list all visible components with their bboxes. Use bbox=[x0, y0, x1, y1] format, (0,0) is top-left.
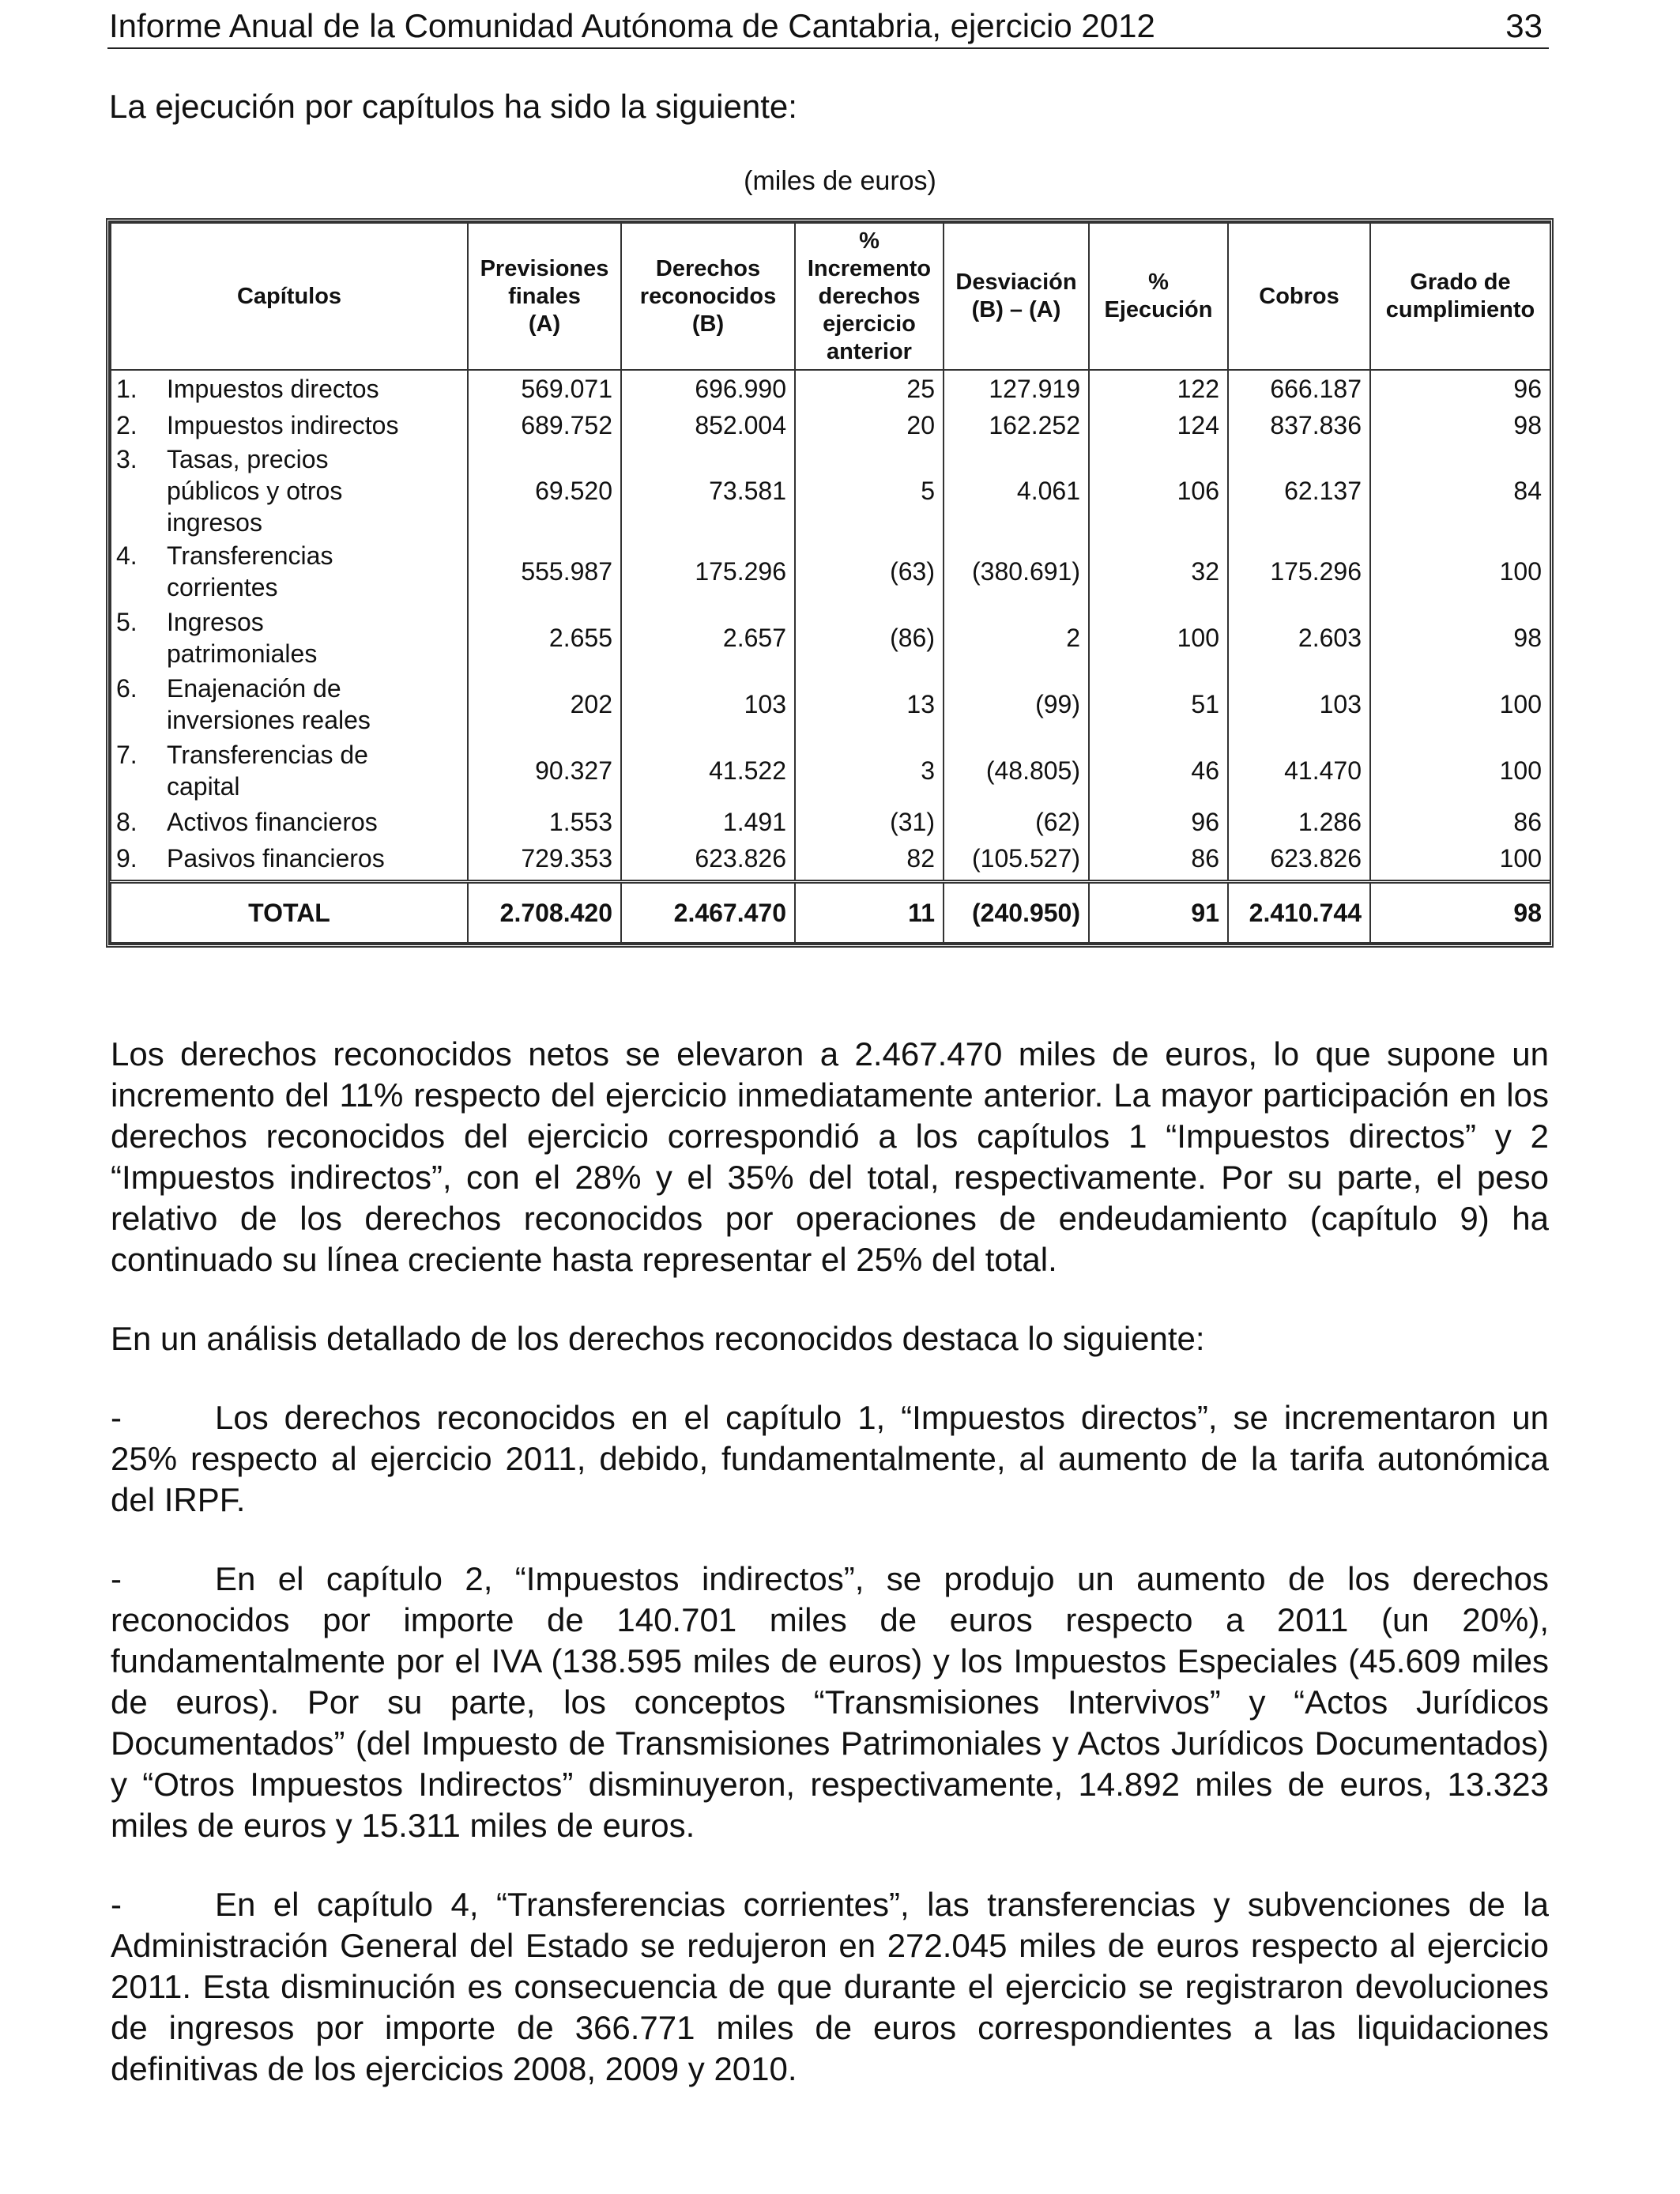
cell-previsiones: 555.987 bbox=[468, 538, 621, 605]
cell-ejecucion: 100 bbox=[1089, 605, 1228, 671]
cell-cobros: 175.296 bbox=[1228, 538, 1370, 605]
cell-derechos: 175.296 bbox=[621, 538, 795, 605]
bullet-paragraph bbox=[111, 1884, 1549, 2090]
row-chapter bbox=[111, 671, 468, 737]
chapter-number: 5. bbox=[116, 608, 137, 636]
cell-previsiones: 689.752 bbox=[468, 407, 621, 443]
header-line: (B) – (A) bbox=[971, 297, 1061, 322]
cell-incremento: 20 bbox=[795, 407, 944, 443]
header-line: Desviación bbox=[955, 270, 1077, 295]
row-chapter bbox=[111, 443, 468, 538]
cell-desviacion: (105.527) bbox=[944, 840, 1089, 882]
header-line: reconocidos bbox=[639, 283, 777, 309]
page-header bbox=[107, 6, 1549, 49]
bullet-dash: - bbox=[111, 1399, 122, 1436]
bullet-text: En el capítulo 4, “Transferencias corrientes”, las transferencias y subvenciones de la Administración General del Estado se redujeron en 272.045 miles de euros respecto al ejercicio 2011. Esta disminución es consecuencia de que durante el ejercicio se registraron devoluciones de ingresos por importe de 366.771 miles de euros correspondientes a las liquidaciones definitivas de los ejercicios 2008, 2009 y 2010. bbox=[111, 1886, 1549, 2087]
col-ejecucion bbox=[1089, 223, 1228, 370]
cell-ejecucion: 46 bbox=[1089, 737, 1228, 804]
cell-derechos: 623.826 bbox=[621, 840, 795, 882]
row-chapter bbox=[111, 538, 468, 605]
table-row bbox=[111, 370, 1550, 407]
total-desviacion: (240.950) bbox=[944, 882, 1089, 944]
table-total-row bbox=[111, 882, 1550, 944]
header-line: % bbox=[1148, 270, 1169, 295]
cell-incremento: 13 bbox=[795, 671, 944, 737]
chapter-number: 8. bbox=[116, 808, 137, 836]
cell-derechos: 73.581 bbox=[621, 443, 795, 538]
col-derechos bbox=[621, 223, 795, 370]
header-line: Incremento bbox=[807, 255, 932, 281]
cell-incremento: 25 bbox=[795, 370, 944, 407]
col-incremento bbox=[795, 223, 944, 370]
cell-previsiones: 90.327 bbox=[468, 737, 621, 804]
chapter-name: Impuestos indirectos bbox=[167, 411, 399, 439]
chapter-name-line: inversiones reales bbox=[167, 706, 371, 734]
table-row bbox=[111, 605, 1550, 671]
chapter-name-line: Transferencias de bbox=[167, 741, 368, 769]
cell-desviacion: (380.691) bbox=[944, 538, 1089, 605]
row-chapter bbox=[111, 840, 468, 882]
col-cobros: Cobros bbox=[1228, 223, 1370, 370]
cell-cobros: 666.187 bbox=[1228, 370, 1370, 407]
cell-grado: 100 bbox=[1370, 538, 1550, 605]
cell-incremento: 3 bbox=[795, 737, 944, 804]
header-line: anterior bbox=[827, 338, 912, 364]
chapter-name bbox=[167, 673, 371, 736]
chapter-name-line: públicos y otros bbox=[167, 477, 343, 505]
cell-cobros: 41.470 bbox=[1228, 737, 1370, 804]
total-derechos: 2.467.470 bbox=[621, 882, 795, 944]
cell-previsiones: 1.553 bbox=[468, 804, 621, 840]
bullet-paragraph bbox=[111, 1397, 1549, 1521]
cell-desviacion: (99) bbox=[944, 671, 1089, 737]
chapter-number: 3. bbox=[116, 445, 137, 473]
bullet-dash: - bbox=[111, 1886, 122, 1923]
table-row bbox=[111, 407, 1550, 443]
header-line: derechos bbox=[818, 283, 921, 309]
chapter-name: Pasivos financieros bbox=[167, 844, 385, 873]
cell-grado: 84 bbox=[1370, 443, 1550, 538]
table-row bbox=[111, 804, 1550, 840]
cell-ejecucion: 106 bbox=[1089, 443, 1228, 538]
cell-grado: 100 bbox=[1370, 737, 1550, 804]
cell-derechos: 1.491 bbox=[621, 804, 795, 840]
total-ejecucion: 91 bbox=[1089, 882, 1228, 944]
cell-derechos: 41.522 bbox=[621, 737, 795, 804]
cell-desviacion: 4.061 bbox=[944, 443, 1089, 538]
chapter-number: 2. bbox=[116, 411, 137, 439]
chapter-number: 1. bbox=[116, 375, 137, 403]
total-label: TOTAL bbox=[111, 882, 468, 944]
row-chapter bbox=[111, 605, 468, 671]
chapter-name: Impuestos directos bbox=[167, 375, 379, 403]
chapter-name-line: patrimoniales bbox=[167, 639, 318, 668]
cell-cobros: 623.826 bbox=[1228, 840, 1370, 882]
cell-ejecucion: 51 bbox=[1089, 671, 1228, 737]
intro-text: La ejecución por capítulos ha sido la siguiente: bbox=[109, 88, 797, 125]
chapter-name bbox=[167, 443, 342, 538]
table-header-row bbox=[111, 223, 1550, 370]
total-grado: 98 bbox=[1370, 882, 1550, 944]
header-line: % bbox=[859, 228, 880, 254]
col-desviacion bbox=[944, 223, 1089, 370]
chapter-number: 9. bbox=[116, 844, 137, 873]
cell-ejecucion: 32 bbox=[1089, 538, 1228, 605]
page-number: 33 bbox=[1505, 7, 1543, 44]
cell-derechos: 696.990 bbox=[621, 370, 795, 407]
cell-cobros: 103 bbox=[1228, 671, 1370, 737]
cell-cobros: 1.286 bbox=[1228, 804, 1370, 840]
chapter-name-line: Tasas, precios bbox=[167, 445, 329, 473]
cell-ejecucion: 86 bbox=[1089, 840, 1228, 882]
cell-ejecucion: 96 bbox=[1089, 804, 1228, 840]
chapter-name: Activos financieros bbox=[167, 808, 378, 836]
header-line: Previsiones bbox=[480, 255, 609, 281]
chapter-name bbox=[167, 739, 368, 802]
cell-desviacion: (62) bbox=[944, 804, 1089, 840]
cell-grado: 96 bbox=[1370, 370, 1550, 407]
bullet-paragraph bbox=[111, 1559, 1549, 1846]
cell-incremento: 82 bbox=[795, 840, 944, 882]
header-line: Ejecución bbox=[1104, 297, 1213, 322]
row-chapter bbox=[111, 370, 468, 407]
chapter-number: 4. bbox=[116, 541, 137, 570]
chapter-name-line: corrientes bbox=[167, 573, 278, 601]
cell-cobros: 2.603 bbox=[1228, 605, 1370, 671]
bullet-text: En el capítulo 2, “Impuestos indirectos”, se produjo un aumento de los derechos reconocidos por importe de 140.701 miles de euros respecto a 2011 (un 20%), fundamentalmente por el IVA (138.595 miles de euros) y los Impuestos Especiales (45.609 miles de euros). Por su parte, los conceptos “Transmisiones Intervivos” y “Actos Jurídicos Documentados” (del Impuesto de Transmisiones Patrimoniales y Actos Jurídicos Documentados) y “Otros Impuestos Indirectos” disminuyeron, respectivamente, 14.892 miles de euros, 13.323 miles de euros y 15.311 miles de euros. bbox=[111, 1560, 1549, 1844]
cell-incremento: (86) bbox=[795, 605, 944, 671]
cell-incremento: (63) bbox=[795, 538, 944, 605]
chapter-name bbox=[167, 540, 333, 603]
cell-previsiones: 2.655 bbox=[468, 605, 621, 671]
header-line: Grado de bbox=[1410, 270, 1511, 295]
cell-desviacion: 2 bbox=[944, 605, 1089, 671]
cell-grado: 100 bbox=[1370, 840, 1550, 882]
cell-desviacion: 127.919 bbox=[944, 370, 1089, 407]
cell-cobros: 837.836 bbox=[1228, 407, 1370, 443]
table-row bbox=[111, 443, 1550, 538]
chapter-name-line: Ingresos bbox=[167, 608, 264, 636]
total-previsiones: 2.708.420 bbox=[468, 882, 621, 944]
cell-incremento: (31) bbox=[795, 804, 944, 840]
header-line: cumplimiento bbox=[1385, 297, 1535, 322]
table-unit-caption: (miles de euros) bbox=[744, 166, 936, 196]
cell-ejecucion: 124 bbox=[1089, 407, 1228, 443]
total-incremento: 11 bbox=[795, 882, 944, 944]
cell-cobros: 62.137 bbox=[1228, 443, 1370, 538]
header-line: (A) bbox=[528, 311, 561, 337]
chapter-name bbox=[167, 606, 317, 669]
table-row bbox=[111, 671, 1550, 737]
table-row bbox=[111, 538, 1550, 605]
col-capitulos: Capítulos bbox=[111, 223, 468, 370]
total-cobros: 2.410.744 bbox=[1228, 882, 1370, 944]
cell-grado: 98 bbox=[1370, 407, 1550, 443]
row-chapter bbox=[111, 737, 468, 804]
chapter-name-line: Transferencias bbox=[167, 541, 333, 570]
chapter-name-line: capital bbox=[167, 772, 240, 801]
cell-previsiones: 569.071 bbox=[468, 370, 621, 407]
cell-grado: 86 bbox=[1370, 804, 1550, 840]
cell-grado: 100 bbox=[1370, 671, 1550, 737]
header-line: ejercicio bbox=[823, 311, 916, 337]
report-title: Informe Anual de la Comunidad Autónoma de Cantabria, ejercicio 2012 bbox=[109, 7, 1155, 44]
bullet-dash: - bbox=[111, 1560, 122, 1597]
cell-incremento: 5 bbox=[795, 443, 944, 538]
cell-previsiones: 69.520 bbox=[468, 443, 621, 538]
cell-desviacion: 162.252 bbox=[944, 407, 1089, 443]
execution-table bbox=[110, 222, 1551, 944]
cell-derechos: 103 bbox=[621, 671, 795, 737]
table-row bbox=[111, 737, 1550, 804]
header-line: finales bbox=[508, 283, 581, 309]
col-previsiones bbox=[468, 223, 621, 370]
header-line: (B) bbox=[691, 311, 725, 337]
col-grado bbox=[1370, 223, 1550, 370]
chapter-name-line: Enajenación de bbox=[167, 674, 341, 703]
cell-derechos: 852.004 bbox=[621, 407, 795, 443]
chapter-number: 7. bbox=[116, 741, 137, 769]
chapter-number: 6. bbox=[116, 674, 137, 703]
chapter-name-line: ingresos bbox=[167, 508, 262, 537]
cell-previsiones: 202 bbox=[468, 671, 621, 737]
header-line: Derechos bbox=[655, 255, 761, 281]
cell-derechos: 2.657 bbox=[621, 605, 795, 671]
paragraph: Los derechos reconocidos netos se elevaron a 2.467.470 miles de euros, lo que supone un incremento del 11% respecto del ejercicio inmediatamente anterior. La mayor participación en los derechos reconocidos del ejercicio correspondió a los capítulos 1 “Impuestos directos” y 2 “Impuestos indirectos”, con el 28% y el 35% del total, respectivamente. Por su parte, el peso relativo de los derechos reconocidos por operaciones de endeudamiento (capítulo 9) ha continuado su línea creciente hasta representar el 25% del total. bbox=[111, 1035, 1549, 1278]
cell-ejecucion: 122 bbox=[1089, 370, 1228, 407]
row-chapter bbox=[111, 804, 468, 840]
cell-grado: 98 bbox=[1370, 605, 1550, 671]
row-chapter bbox=[111, 407, 468, 443]
cell-previsiones: 729.353 bbox=[468, 840, 621, 882]
cell-desviacion: (48.805) bbox=[944, 737, 1089, 804]
bullet-text: Los derechos reconocidos en el capítulo 1, “Impuestos directos”, se incrementaron un 25% respecto al ejercicio 2011, debido, fundamentalmente, al aumento de la tarifa autonómica del IRPF. bbox=[111, 1399, 1549, 1518]
execution-table-frame bbox=[106, 218, 1554, 948]
paragraph: En un análisis detallado de los derechos reconocidos destaca lo siguiente: bbox=[111, 1320, 1205, 1357]
table-row bbox=[111, 840, 1550, 882]
